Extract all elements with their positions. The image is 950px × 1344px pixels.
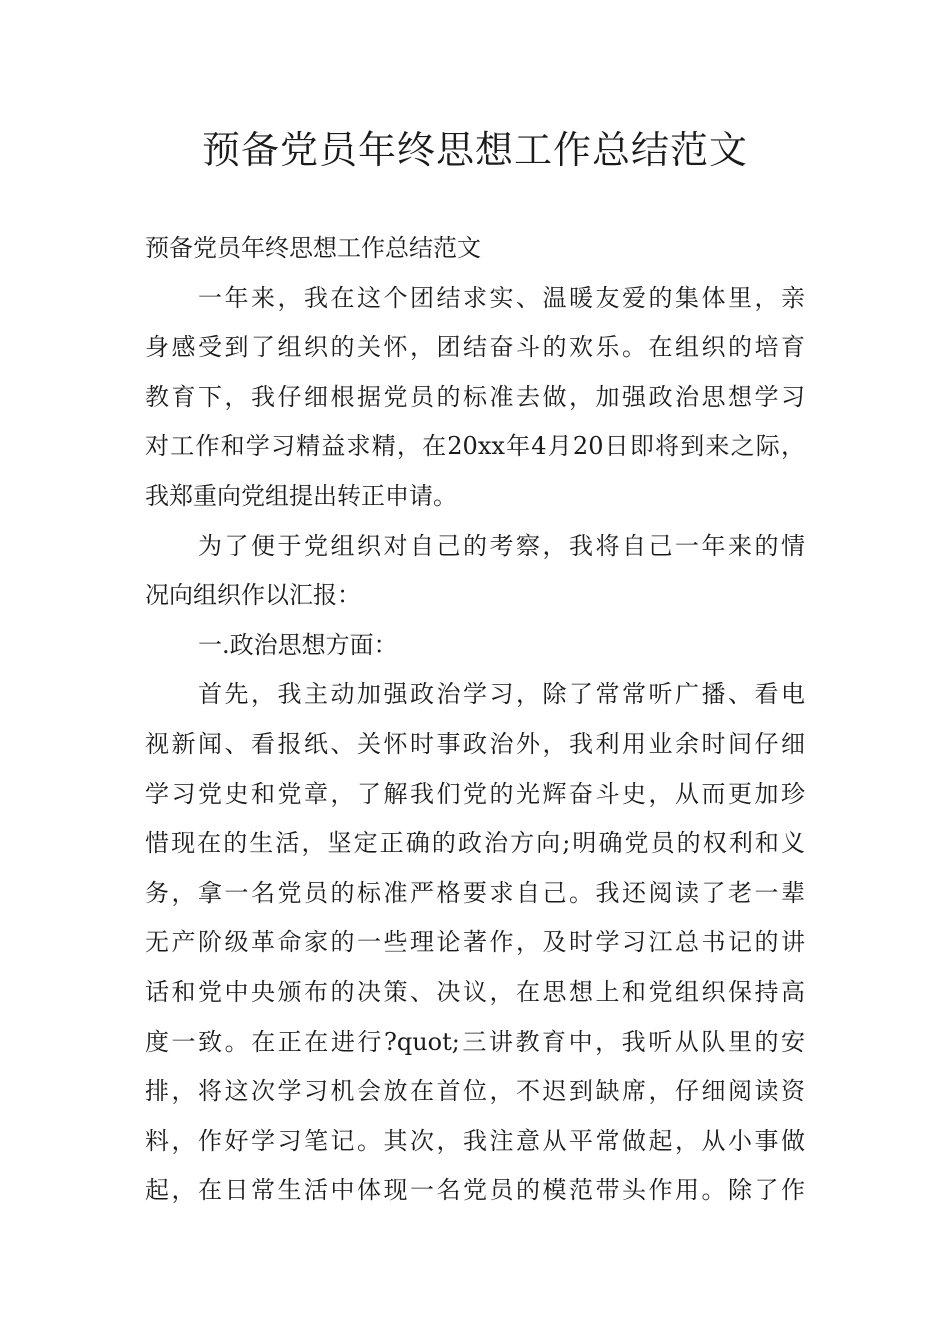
text-line: 起，在日常生活中体现一名党员的模范带头作用。除了作 [145,1176,805,1205]
text-line: 况向组织作以汇报： [145,581,361,610]
document-subtitle: 预备党员年终思想工作总结范文 [145,234,481,262]
text-line: 视新闻、看报纸、关怀时事政治外，我利用业余时间仔细 [145,729,805,758]
text-line: 我郑重向党组提出转正申请。 [145,481,457,510]
text-line: 排，将这次学习机会放在首位，不迟到缺席，仔细阅读资 [145,1077,805,1106]
text-line: 为了便于党组织对自己的考察，我将自己一年来的情 [198,531,805,560]
text-line: 学习党史和党章，了解我们党的光辉奋斗史，从而更加珍 [145,779,805,808]
section-heading-text: 一.政治思想方面： [198,630,398,659]
text-line: 惜现在的生活，坚定正确的政治方向;明确党员的权利和义 [145,829,805,858]
document-title: 预备党员年终思想工作总结范文 [201,128,748,172]
text-line: 身感受到了组织的关怀，团结奋斗的欢乐。在组织的培育 [145,333,805,362]
text-line: 首先，我主动加强政治学习，除了常常听广播、看电 [198,680,805,709]
document-body [145,224,805,1216]
paragraph-2 [145,522,805,621]
section-heading [145,621,805,671]
paragraph-3 [145,670,805,1216]
paragraph-1 [145,274,805,522]
text-line: 教育下，我仔细根据党员的标准去做，加强政治思想学习 [145,382,805,411]
text-line: 料，作好学习笔记。其次，我注意从平常做起，从小事做 [145,1126,805,1155]
text-line: 对工作和学习精益求精，在20xx年4月20日即将到来之际， [145,432,805,461]
text-line: 话和党中央颁布的决策、决议，在思想上和党组织保持高 [145,977,805,1006]
text-line: 一年来，我在这个团结求实、温暖友爱的集体里，亲 [198,283,805,312]
text-line: 度一致。在正在进行?quot;三讲教育中，我听从队里的安 [145,1027,805,1056]
text-line: 无产阶级革命家的一些理论著作，及时学习江总书记的讲 [145,928,805,957]
text-line: 务，拿一名党员的标准严格要求自己。我还阅读了老一辈 [145,878,805,907]
